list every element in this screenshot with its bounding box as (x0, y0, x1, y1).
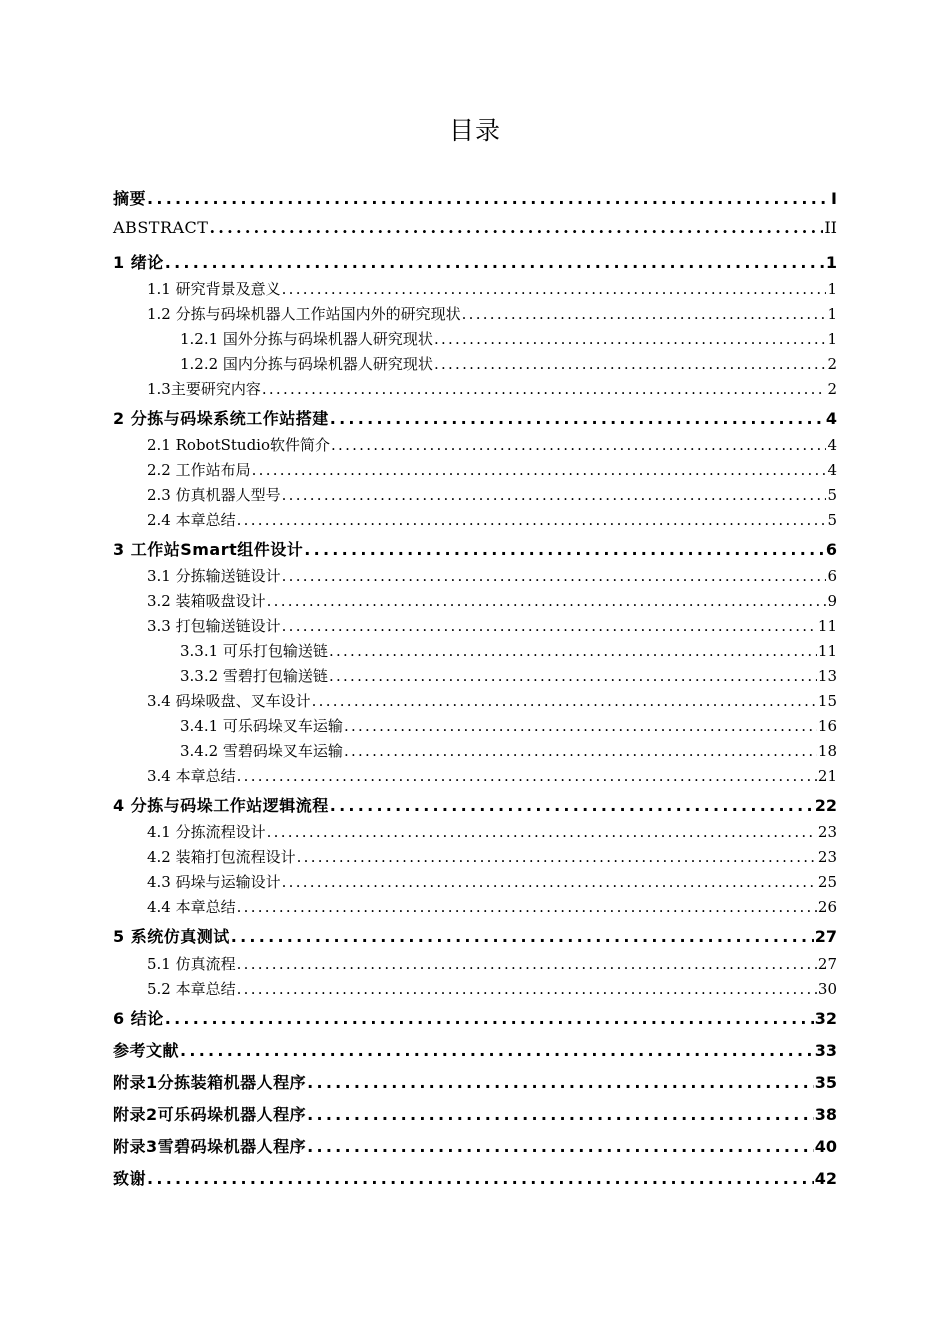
toc-entry-label: 2.1 RobotStudio软件简介 (147, 436, 331, 454)
toc-leader-dots (252, 461, 827, 479)
toc-entry[interactable] (113, 924, 837, 947)
toc-leader-dots (329, 642, 817, 660)
toc-entry-page-number: 6 (827, 567, 837, 585)
toc-entry-label: 参考文献 (113, 1041, 180, 1060)
toc-entry[interactable] (113, 793, 837, 816)
toc-entry[interactable] (113, 1102, 837, 1125)
toc-leader-dots (237, 955, 817, 973)
toc-entry[interactable] (113, 1134, 837, 1157)
toc-leader-dots (307, 1073, 814, 1092)
toc-entry[interactable] (147, 590, 837, 611)
toc-leader-dots (180, 1041, 814, 1060)
toc-entry[interactable] (147, 615, 837, 636)
toc-leader-dots (262, 380, 827, 398)
toc-leader-dots (237, 511, 827, 529)
toc-leader-dots (237, 898, 817, 916)
toc-entry-page-number: 1 (827, 330, 837, 348)
toc-entry[interactable] (147, 565, 837, 586)
toc-entry[interactable] (147, 846, 837, 867)
toc-leader-dots (434, 355, 827, 373)
toc-entry-page-number: 4 (827, 436, 837, 454)
toc-entry[interactable] (147, 484, 837, 505)
toc-entry[interactable] (113, 250, 837, 273)
toc-entry-label: 3.2 装箱吸盘设计 (147, 592, 266, 610)
toc-entry[interactable] (180, 740, 837, 761)
toc-entry[interactable] (147, 434, 837, 455)
toc-entry-label: 1.2.1 国外分拣与码垛机器人研究现状 (180, 330, 433, 348)
toc-leader-dots (282, 280, 827, 298)
toc-entry-page-number: 25 (817, 873, 837, 891)
toc-entry-label: 3 工作站Smart组件设计 (113, 540, 304, 559)
toc-entry-page-number: 5 (827, 511, 837, 529)
toc-entry-label: 4.2 装箱打包流程设计 (147, 848, 296, 866)
toc-entry[interactable] (180, 640, 837, 661)
toc-entry-page-number: II (824, 218, 837, 237)
toc-entry-page-number: 26 (817, 898, 837, 916)
toc-entry[interactable] (113, 218, 837, 237)
toc-entry-page-number: 9 (827, 592, 837, 610)
toc-entry[interactable] (113, 1038, 837, 1061)
toc-leader-dots (267, 823, 817, 841)
toc-leader-dots (282, 567, 827, 585)
toc-entry-label: 1.1 研究背景及意义 (147, 280, 281, 298)
toc-entry[interactable] (113, 1006, 837, 1029)
toc-entry-page-number: 5 (827, 486, 837, 504)
toc-leader-dots (297, 848, 817, 866)
toc-entry-page-number: 27 (814, 927, 837, 946)
toc-leader-dots (147, 1169, 814, 1188)
toc-entry[interactable] (147, 821, 837, 842)
toc-leader-dots (344, 742, 817, 760)
toc-entry-label: 3.4.2 雪碧码垛叉车运输 (180, 742, 343, 760)
toc-entry-page-number: 38 (814, 1105, 837, 1124)
page-title: 目录 (448, 116, 501, 145)
toc-entry[interactable] (147, 378, 837, 399)
toc-entry-page-number: 1 (825, 253, 837, 272)
toc-entry-page-number: 23 (817, 823, 837, 841)
toc-entry-label: 1.2.2 国内分拣与码垛机器人研究现状 (180, 355, 433, 373)
toc-entry-label: 4 分拣与码垛工作站逻辑流程 (113, 796, 329, 815)
toc-entry[interactable] (147, 896, 837, 917)
toc-entry-page-number: 4 (827, 461, 837, 479)
toc-entry[interactable] (147, 509, 837, 530)
toc-entry-label: 3.3 打包输送链设计 (147, 617, 281, 635)
toc-entry[interactable] (180, 353, 837, 374)
toc-leader-dots (237, 980, 817, 998)
toc-leader-dots (344, 717, 817, 735)
toc-entry-page-number: 11 (817, 642, 837, 660)
toc-entry-page-number: 15 (817, 692, 837, 710)
toc-leader-dots (147, 189, 830, 208)
toc-entry[interactable] (147, 690, 837, 711)
toc-entry-page-number: 27 (817, 955, 837, 973)
toc-entry-page-number: 42 (814, 1169, 837, 1188)
toc-entry-label: 1 绪论 (113, 253, 164, 272)
toc-entry[interactable] (147, 278, 837, 299)
toc-leader-dots (307, 1105, 814, 1124)
toc-entry-page-number: 1 (827, 305, 837, 323)
toc-leader-dots (231, 927, 814, 946)
toc-entry-label: 摘要 (113, 189, 147, 208)
toc-leader-dots (209, 218, 823, 237)
toc-entry-page-number: 40 (814, 1137, 837, 1156)
toc-entry[interactable] (113, 1166, 837, 1189)
toc-entry-label: 3.4 码垛吸盘、叉车设计 (147, 692, 311, 710)
toc-entry-label: 1.2 分拣与码垛机器人工作站国内外的研究现状 (147, 305, 461, 323)
toc-leader-dots (165, 253, 825, 272)
toc-entry-page-number: 23 (817, 848, 837, 866)
toc-entry-page-number: 18 (817, 742, 837, 760)
toc-entry-label: 5.1 仿真流程 (147, 955, 236, 973)
toc-leader-dots (330, 796, 814, 815)
toc-entry[interactable] (180, 715, 837, 736)
toc-entry-label: 5.2 本章总结 (147, 980, 236, 998)
toc-leader-dots (331, 436, 826, 454)
toc-entry-page-number: 32 (814, 1009, 837, 1028)
toc-entry-label: 附录3雪碧码垛机器人程序 (113, 1137, 307, 1156)
toc-entry-page-number: 16 (817, 717, 837, 735)
toc-leader-dots (267, 592, 827, 610)
toc-entry-page-number: 2 (827, 355, 837, 373)
toc-entry-page-number: 6 (825, 540, 837, 559)
toc-entry-label: 4.3 码垛与运输设计 (147, 873, 281, 891)
toc-entry-label: 2.4 本章总结 (147, 511, 236, 529)
toc-entry-label: 3.3.1 可乐打包输送链 (180, 642, 328, 660)
toc-leader-dots (304, 540, 825, 559)
toc-entry[interactable] (147, 871, 837, 892)
toc-leader-dots (237, 767, 817, 785)
toc-leader-dots (165, 1009, 814, 1028)
toc-entry[interactable] (147, 953, 837, 974)
toc-leader-dots (282, 873, 817, 891)
toc-entry[interactable] (113, 406, 837, 429)
toc-entry-label: 2.3 仿真机器人型号 (147, 486, 281, 504)
toc-entry-page-number: 21 (817, 767, 837, 785)
toc-entry-page-number: 22 (814, 796, 837, 815)
toc-entry[interactable] (113, 537, 837, 560)
toc-entry[interactable] (113, 1070, 837, 1093)
toc-entry-label: 致谢 (113, 1169, 147, 1188)
toc-entry-page-number: 35 (814, 1073, 837, 1092)
toc-entry[interactable] (147, 303, 837, 324)
toc-entry-page-number: I (831, 189, 837, 208)
toc-entry[interactable] (180, 328, 837, 349)
toc-entry[interactable] (147, 765, 837, 786)
toc-entry-page-number: 33 (814, 1041, 837, 1060)
toc-entry-label: 3.3.2 雪碧打包输送链 (180, 667, 328, 685)
toc-leader-dots (330, 409, 825, 428)
toc-entry-page-number: 1 (827, 280, 837, 298)
toc-entry[interactable] (113, 186, 837, 209)
toc-leader-dots (329, 667, 817, 685)
toc-entry[interactable] (180, 665, 837, 686)
toc-leader-dots (282, 486, 827, 504)
toc-entry-page-number: 30 (817, 980, 837, 998)
toc-entry[interactable] (147, 459, 837, 480)
toc-entry-page-number: 4 (825, 409, 837, 428)
toc-leader-dots (312, 692, 817, 710)
toc-leader-dots (307, 1137, 814, 1156)
toc-entry-page-number: 13 (817, 667, 837, 685)
toc-entry-label: 1.3主要研究内容 (147, 380, 261, 398)
toc-leader-dots (462, 305, 827, 323)
toc-entry-label: 2.2 工作站布局 (147, 461, 251, 479)
toc-entry-page-number: 2 (827, 380, 837, 398)
toc-entry-label: 5 系统仿真测试 (113, 927, 230, 946)
toc-entry-page-number: 11 (817, 617, 837, 635)
toc-entry-label: ABSTRACT (113, 218, 209, 237)
toc-entry-label: 2 分拣与码垛系统工作站搭建 (113, 409, 329, 428)
toc-leader-dots (434, 330, 827, 348)
toc-entry[interactable] (147, 978, 837, 999)
toc-entry-label: 3.4 本章总结 (147, 767, 236, 785)
toc-entry-label: 附录1分拣装箱机器人程序 (113, 1073, 307, 1092)
toc-leader-dots (282, 617, 817, 635)
toc-entry-label: 3.4.1 可乐码垛叉车运输 (180, 717, 343, 735)
toc-entry-label: 6 结论 (113, 1009, 164, 1028)
toc-entry-label: 4.1 分拣流程设计 (147, 823, 266, 841)
toc-entry-label: 附录2可乐码垛机器人程序 (113, 1105, 307, 1124)
toc-entry-label: 4.4 本章总结 (147, 898, 236, 916)
toc-entry-label: 3.1 分拣输送链设计 (147, 567, 281, 585)
